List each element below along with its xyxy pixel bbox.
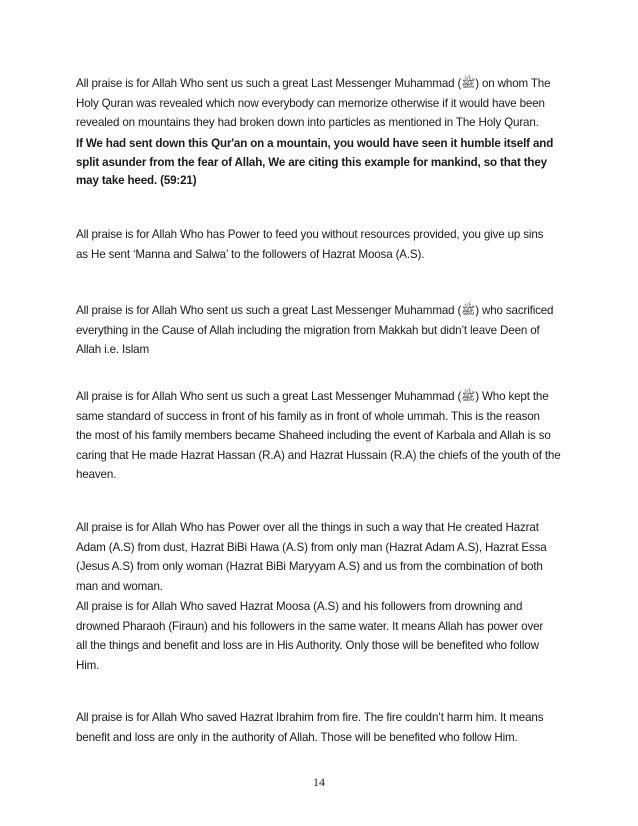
text-line: same standard of success in front of his family as in front of whole ummah. This is the reason — [76, 409, 540, 423]
paragraph-migration — [76, 301, 576, 360]
text-line: Adam (A.S) from dust, Hazrat BiBi Hawa (A.S) from only man (Hazrat Adam A.S), Hazrat Essa — [76, 540, 547, 554]
paragraph-family-standard — [76, 387, 576, 485]
quran-verse-quote — [76, 135, 576, 191]
text-line: All praise is for Allah Who has Power to feed you without resources provided, you give up sins — [76, 228, 544, 241]
text-line: all the things and benefit and loss are in His Authority. Only those will be benefited who follow — [76, 639, 539, 652]
paragraph-manna-salwa — [76, 225, 576, 264]
paragraph-moosa-pharaoh — [76, 597, 576, 675]
text-line: Holy Quran was revealed which now everybody can memorize otherwise if it would have been — [76, 96, 545, 110]
text-line: man and woman. — [76, 579, 163, 593]
text-line: the most of his family members became Shaheed including the event of Karbala and Allah is so — [76, 429, 551, 442]
text-line: All praise is for Allah Who sent us such a great Last Messenger Muhammad (ﷺ) on whom The — [76, 77, 551, 90]
paragraph-creation — [76, 518, 576, 596]
page-number: 14 — [313, 775, 325, 789]
text-line: All praise is for Allah Who saved Hazrat Ibrahim from fire. The fire couldn’t harm him. It means — [76, 711, 544, 724]
text-line: revealed on mountains they had broken down into particles as mentioned in The Holy Quran. — [76, 116, 539, 129]
text-line: may take heed. (59:21) — [76, 174, 197, 187]
paragraph-ibrahim-fire — [76, 708, 576, 747]
text-line: All praise is for Allah Who sent us such a great Last Messenger Muhammad (ﷺ) who sacrificed — [76, 304, 554, 317]
text-line: caring that He made Hazrat Hassan (R.A) and Hazrat Hussain (R.A) the chiefs of the youth of the — [76, 448, 561, 462]
text-line: All praise is for Allah Who has Power over all the things in such a way that He created Hazrat — [76, 521, 539, 534]
text-line: If We had sent down this Qur'an on a mountain, you would have seen it humble itself and — [76, 137, 554, 150]
text-line: Allah i.e. Islam — [76, 343, 149, 356]
text-line: (Jesus A.S) from only woman (Hazrat BiBi Maryyam A.S) and us from the combination of both — [76, 560, 543, 573]
text-line: All praise is for Allah Who saved Hazrat Moosa (A.S) and his followers from drowning and — [76, 600, 523, 613]
text-line: everything in the Cause of Allah including the migration from Makkah but didn’t leave Deen of — [76, 323, 540, 337]
text-line: All praise is for Allah Who sent us such a great Last Messenger Muhammad (ﷺ) Who kept the — [76, 390, 549, 403]
text-line: as He sent ‘Manna and Salwa’ to the followers of Hazrat Moosa (A.S). — [76, 247, 425, 261]
text-line: split asunder from the fear of Allah, We are citing this example for mankind, so that they — [76, 155, 547, 169]
text-line: heaven. — [76, 468, 117, 481]
text-line: drowned Pharaoh (Firaun) and his followers in the same water. It means Allah has power over — [76, 619, 544, 633]
text-line: benefit and loss are only in the authority of Allah. Those will be benefited who follow Him. — [76, 730, 518, 744]
paragraph-quran-revelation — [76, 74, 576, 133]
text-line: Him. — [76, 658, 100, 672]
